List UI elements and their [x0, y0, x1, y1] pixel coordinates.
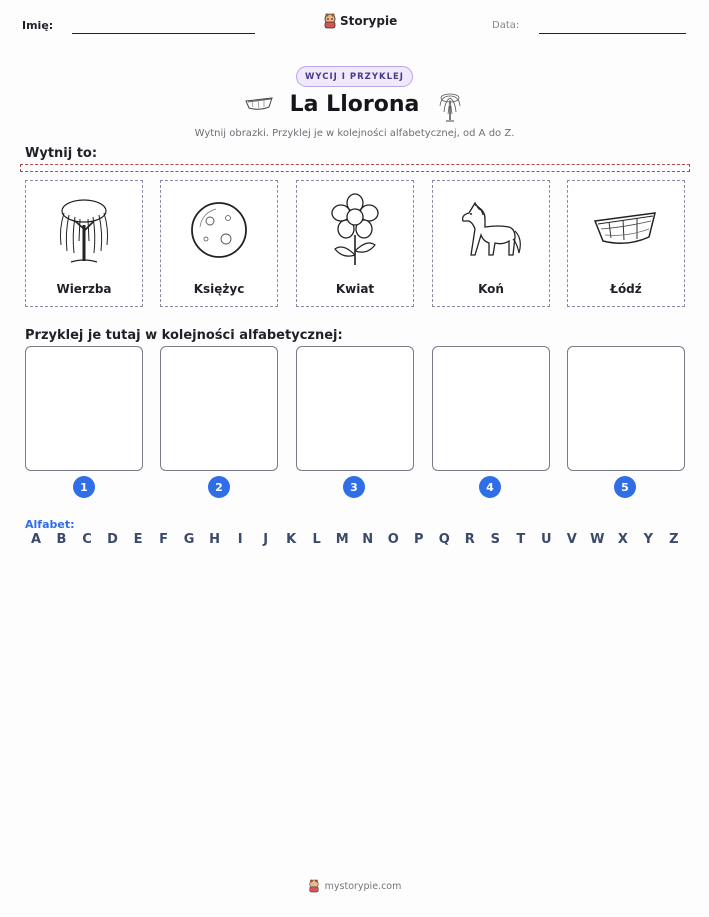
slot-number-badge: 4	[479, 476, 501, 498]
alphabet-letter: W	[590, 532, 605, 547]
alphabet-letter: Y	[643, 532, 654, 547]
alphabet-letter: G	[183, 532, 195, 547]
card-label: Księżyc	[193, 282, 245, 296]
slot-number-badge: 2	[208, 476, 230, 498]
alphabet-letter: S	[490, 532, 500, 547]
alphabet-letter: E	[133, 532, 143, 547]
boat-icon	[591, 207, 661, 253]
card-label: Łódź	[610, 282, 642, 296]
date-line[interactable]	[539, 33, 686, 34]
paste-section-heading: Przyklej je tutaj w kolejności alfabetycznej:	[25, 328, 343, 343]
alphabet-letter: I	[237, 532, 243, 547]
paste-slot-4[interactable]	[432, 346, 550, 471]
alphabet-letter: F	[159, 532, 169, 547]
alphabet-letter: K	[286, 532, 297, 547]
alphabet-letter: C	[82, 532, 92, 547]
moon-icon	[188, 199, 250, 261]
cut-card-boat[interactable]	[567, 180, 685, 307]
footer-url: mystorypie.com	[324, 880, 402, 892]
paste-slot-3[interactable]	[296, 346, 414, 471]
activity-badge: WYCIJ I PRZYKLEJ	[296, 66, 413, 87]
alphabet-letter: N	[362, 532, 374, 547]
paste-slot-5[interactable]	[567, 346, 685, 471]
alphabet-letter: M	[335, 532, 349, 547]
alphabet-letter: Q	[438, 532, 450, 547]
page-title: La Llorona	[289, 92, 420, 117]
card-label: Koń	[478, 282, 504, 296]
cut-section-heading: Wytnij to:	[25, 146, 98, 161]
cut-card-flower[interactable]	[296, 180, 414, 307]
alphabet-letter: L	[312, 532, 321, 547]
alphabet-letter: T	[516, 532, 526, 547]
alphabet-letter: H	[209, 532, 221, 547]
name-line[interactable]	[72, 33, 255, 34]
slot-number-badge: 3	[343, 476, 365, 498]
alphabet-letter: Z	[669, 532, 679, 547]
alphabet-letter: U	[541, 532, 552, 547]
willow-tree-icon	[51, 195, 117, 265]
alphabet-letter: A	[30, 532, 42, 547]
slot-number-badge: 1	[73, 476, 95, 498]
date-label: Data:	[492, 20, 520, 31]
alphabet-letter: P	[413, 532, 424, 547]
flower-icon	[327, 193, 383, 267]
alphabet-row	[25, 532, 685, 547]
card-label: Wierzba	[56, 282, 112, 296]
cut-line-strip	[20, 164, 690, 172]
card-label: Kwiat	[335, 282, 375, 296]
storypie-mascot-icon	[323, 13, 337, 29]
brand-name: Storypie	[340, 14, 398, 28]
cut-card-moon[interactable]	[160, 180, 278, 307]
alphabet-letter: V	[566, 532, 577, 547]
name-label: Imię:	[22, 19, 54, 32]
alphabet-letter: J	[263, 532, 269, 547]
instructions: Wytnij obrazki. Przyklej je w kolejności alfabetycznej, od A do Z.	[194, 128, 515, 139]
willow-tree-icon	[437, 92, 463, 122]
alphabet-letter: R	[464, 532, 475, 547]
paste-slot-2[interactable]	[160, 346, 278, 471]
cut-card-horse[interactable]	[432, 180, 550, 307]
storypie-mascot-icon	[308, 879, 320, 893]
alphabet-letter: O	[387, 532, 399, 547]
alphabet-letter: X	[617, 532, 628, 547]
alphabet-letter: B	[56, 532, 67, 547]
slot-number-badge: 5	[614, 476, 636, 498]
footer	[0, 879, 709, 893]
alphabet-heading: Alfabet:	[25, 518, 75, 531]
brand-logo	[323, 13, 397, 29]
paste-slot-1[interactable]	[25, 346, 143, 471]
horse-icon	[459, 199, 523, 261]
alphabet-letter: D	[107, 532, 118, 547]
cut-card-willow[interactable]	[25, 180, 143, 307]
